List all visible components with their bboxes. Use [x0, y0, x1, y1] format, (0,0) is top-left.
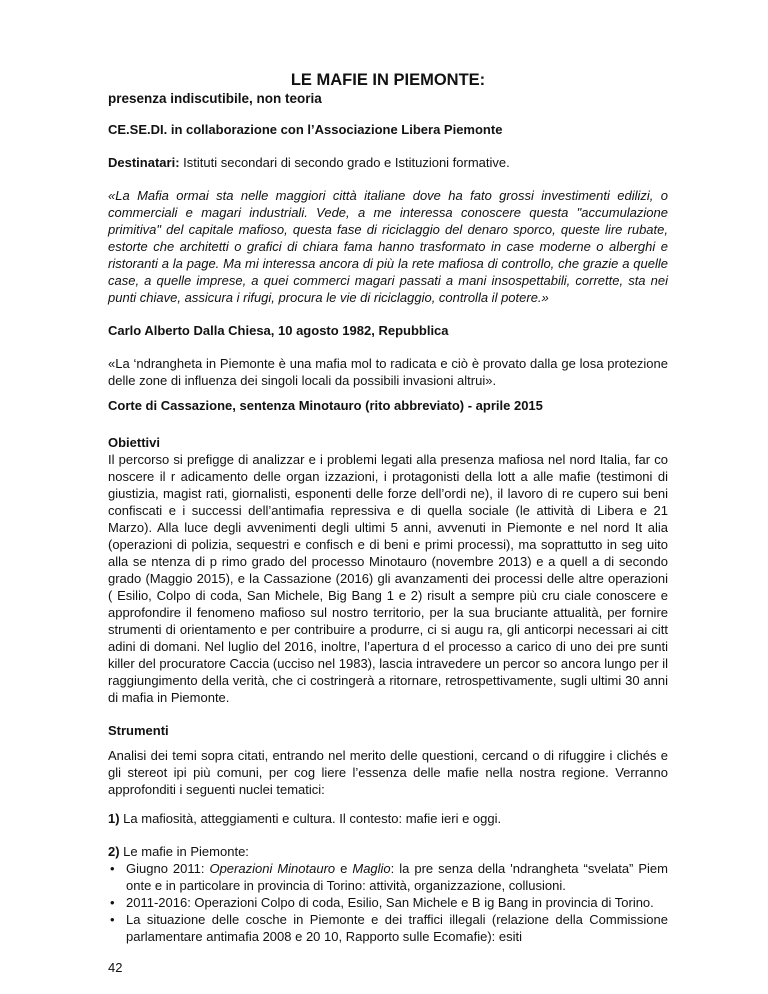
recipients-line — [108, 154, 668, 171]
list-item-text: e — [335, 861, 353, 876]
quote-dalla-chiesa: «La Mafia ormai sta nelle maggiori città italiane dove ha fato grossi investimenti edilizi, o commerciali e magari industriali. Vede, a me interessa conoscere questa "accumulazione primitiva" del capitale mafioso, questa fase di riciclaggio del denaro sporco, queste lire rubate, estorte che architetti o grafici di chiara fama hanno trasformato in case moderne o alberghi e ristoranti a la page. Ma mi interessa ancora di più la rete mafiosa di controllo, che grazie a quelle case, a quelle imprese, a quei commerci magari passati a mani insospettabili, corrette, sta nei punti chiave, assicura i rifugi, procura le vie di riciclaggio, controlla il potere.» — [108, 188, 668, 305]
tools-item-1-number: 1) — [108, 811, 120, 826]
bullet-marker: • — [110, 895, 115, 910]
list-item-italic: Maglio — [352, 861, 391, 876]
tools-item-2 — [108, 843, 668, 860]
mafie-piemonte-bullets — [108, 860, 668, 945]
list-item — [108, 911, 668, 945]
page-number: 42 — [108, 960, 123, 975]
bullet-marker: • — [110, 912, 115, 927]
tools-item-2-text: Le mafie in Piemonte: — [119, 844, 249, 859]
bullet-marker: • — [110, 861, 115, 876]
quote-cassazione-source: Corte di Cassazione, sentenza Minotauro (rito abbreviato) - aprile 2015 — [108, 398, 543, 413]
recipients-label: Destinatari: — [108, 155, 180, 170]
list-item-text: : la pre senza della 'ndrangheta “svelata” Piem onte e in particolare in provincia di Torino: attività, organizzazione, collusioni. — [126, 861, 668, 893]
list-item — [108, 894, 668, 911]
list-item-text: Giugno 2011: — [126, 861, 210, 876]
objectives-text: Il percorso si prefigge di analizzar e i problemi legati alla presenza mafiosa nel nord Italia, far co noscere il r adicamento delle organ izzazioni, i protagonisti della lott a alle mafie (testimoni di giustizia, magist rati, giornalisti, esponenti delle forze dell’ordi ne), il lavoro di re cupero sui beni confiscati e i successi dell’antimafia repressiva e di quella sociale (le attività di Libera e 21 Marzo). Alla luce degli avvenimenti degli ultimi 5 anni, avvenuti in Piemonte e nel nord It alia (operazioni di polizia, sequestri e confisch e di beni e primi processi), ma soprattutto in seg uito alla se ntenza di p rimo grado del processo Minotauro (novembre 2013) e a quell a di secondo grado (Maggio 2015), e la Cassazione (2016) gli avanzamenti dei processi delle altre operazioni ( Esilio, Colpo di coda, San Michele, Big Bang 1 e 2) risult a sempre più cru ciale conoscere e approfondire il fenomeno mafioso sul nostro territorio, per la sua bruciante attualità, per fornire strumenti di orientamento e per contribuire a produrre, ci si augu ra, gli anticorpi necessari ai citt adini di domani. Nel luglio del 2016, inoltre, l’apertura d el processo a carico di uno dei pre sunti killer del procuratore Caccia (ucciso nel 1983), lascia intravedere un percor so ancora lungo per il raggiungimento della verità, che ci costringerà a ritornare, retrospettivamente, sugli ultimi 30 anni di mafia in Piemonte. — [108, 452, 668, 705]
tools-item-1-text: La mafiosità, atteggiamenti e cultura. Il contesto: mafie ieri e oggi. — [119, 811, 502, 826]
tools-item-2-number: 2) — [108, 844, 120, 859]
quote-cassazione: «La ‘ndrangheta in Piemonte è una mafia mol to radicata e ciò è provato dalla ge losa protezione delle zone di influenza dei singoli locali da possibili invasioni altrui». — [108, 356, 668, 388]
document-page — [108, 58, 668, 945]
tools-text: Analisi dei temi sopra citati, entrando nel merito delle questioni, cercand o di rifuggire i clichés e gli stereot ipi più comuni, per cog liere l’essenza delle mafie nella nostra regione. Verranno approfonditi i seguenti nuclei tematici: — [108, 748, 668, 797]
organizer-line: CE.SE.DI. in collaborazione con l’Associazione Libera Piemonte — [108, 122, 503, 137]
page-title: LE MAFIE IN PIEMONTE: — [290, 71, 486, 89]
page-subtitle: presenza indiscutibile, non teoria — [108, 91, 322, 106]
recipients-text: Istituti secondari di secondo grado e Istituzioni formative. — [179, 155, 510, 170]
tools-heading: Strumenti — [108, 723, 169, 738]
list-item-text: 2011-2016: Operazioni Colpo di coda, Esilio, San Michele e B ig Bang in provincia di Torino. — [126, 895, 654, 910]
list-item-text: La situazione delle cosche in Piemonte e dei traffici illegali (relazione della Commissione parlamentare antimafia 2008 e 20 10, Rapporto sulle Ecomafie): esiti — [126, 912, 668, 944]
objectives-heading: Obiettivi — [108, 435, 161, 450]
list-item — [108, 860, 668, 894]
tools-item-1 — [108, 810, 668, 827]
quote-dalla-chiesa-source: Carlo Alberto Dalla Chiesa, 10 agosto 1982, Repubblica — [108, 323, 449, 338]
list-item-italic: Operazioni Minotauro — [209, 861, 336, 876]
